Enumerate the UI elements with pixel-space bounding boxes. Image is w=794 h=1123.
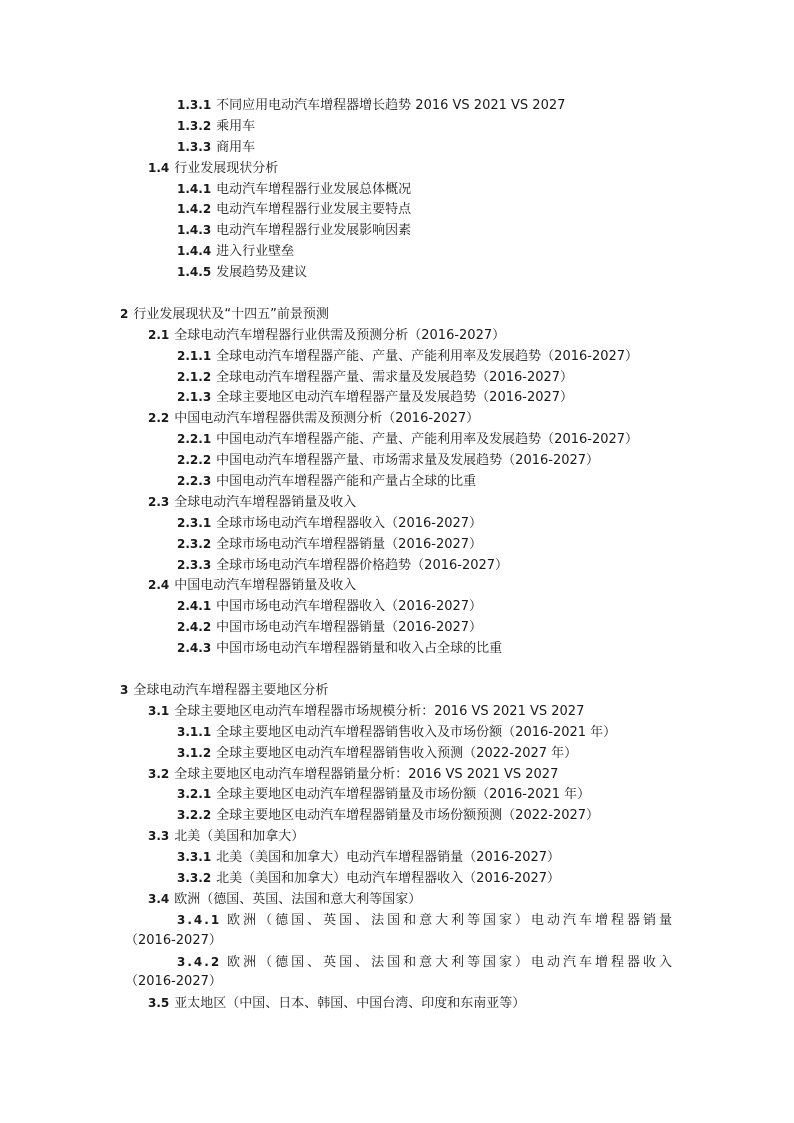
- toc-entry-number: 1.4.1: [177, 181, 212, 196]
- section-gap: [0, 283, 794, 304]
- toc-entry-2-1-1: [0, 346, 794, 367]
- toc-entry-number: 3.4.1: [177, 912, 222, 927]
- toc-entry-number: 3.3: [148, 829, 170, 844]
- toc-entry-number: 1.3.2: [177, 118, 212, 133]
- toc-entry-1-4-4: [0, 241, 794, 262]
- toc-entry-1-4-2: [0, 199, 794, 220]
- toc-entry-number: 1.3.3: [177, 139, 212, 154]
- toc-entry-2-4-2: [0, 617, 794, 638]
- toc-entry-2-4-1: [0, 596, 794, 617]
- toc-entry-title: 中国电动汽车增程器产量、市场需求量及发展趋势（2016-2027）: [216, 453, 600, 469]
- toc-entry-number: 1.4.2: [177, 202, 212, 217]
- toc-entry-title: 中国市场电动汽车增程器销量（2016-2027）: [216, 620, 483, 636]
- toc-entry-number: 3.2.1: [177, 787, 212, 802]
- toc-entry-2-4: [0, 575, 794, 596]
- toc-entry-2-2-1: [0, 429, 794, 450]
- toc-entry-title: 发展趋势及建议: [216, 265, 308, 281]
- toc-entry-number: 1.4.4: [177, 244, 212, 259]
- toc-entry-title: 欧洲（德国、英国、法国和意大利等国家）电动汽车增程器销量: [226, 912, 674, 928]
- toc-entry-number: 2.4.1: [177, 599, 212, 614]
- toc-entry-number: 1.4.3: [177, 223, 212, 238]
- toc-entry-2-2-2: [0, 450, 794, 471]
- toc-entry-number: 1.4.5: [177, 265, 212, 280]
- toc-entry-2-2-3: [0, 471, 794, 492]
- toc-entry-title: 全球市场电动汽车增程器销量（2016-2027）: [216, 536, 483, 552]
- toc-entry-title: 北美（美国和加拿大）电动汽车增程器收入（2016-2027）: [216, 870, 561, 886]
- toc-entry-3-3-1: [0, 847, 794, 868]
- toc-entry-number: 2.2.1: [177, 432, 212, 447]
- toc-entry-title: 电动汽车增程器行业发展总体概况: [216, 181, 412, 197]
- toc-entry-number: 2.1: [148, 327, 170, 342]
- toc-entry-2-3-1: [0, 513, 794, 534]
- toc-entry-number: 3.5: [148, 996, 170, 1011]
- toc-entry-3-4: [0, 889, 794, 910]
- toc-entry-2: [0, 304, 794, 325]
- toc-entry-number: 2.4: [148, 578, 170, 593]
- toc-entry-title: 乘用车: [216, 118, 256, 134]
- toc-entry-number: 3.1: [148, 703, 170, 718]
- toc-entry-title: 全球市场电动汽车增程器收入（2016-2027）: [216, 515, 483, 531]
- toc-entry-3-4-2: [0, 952, 674, 973]
- toc-entry-2-1-3: [0, 387, 794, 408]
- toc-entry-number: 2.3.1: [177, 515, 212, 530]
- toc-entry-number: 3.2: [148, 766, 170, 781]
- toc-entry-2-3: [0, 492, 794, 513]
- toc-entry-number: 3.2.2: [177, 808, 212, 823]
- toc-entry-title: 全球主要地区电动汽车增程器销售收入预测（2022-2027 年）: [216, 745, 578, 761]
- toc-entry-title: 中国市场电动汽车增程器收入（2016-2027）: [216, 599, 483, 615]
- toc-entry-title: 全球主要地区电动汽车增程器销量及市场份额（2016-2021 年）: [216, 787, 591, 803]
- toc-entry-title: 全球电动汽车增程器产能、产量、产能利用率及发展趋势（2016-2027）: [216, 348, 639, 364]
- toc-entry-3-1-1: [0, 722, 794, 743]
- toc-entry-continuation: （2016-2027）: [125, 974, 222, 990]
- toc-entry-3-4-1: [0, 910, 674, 931]
- toc-entry-2-1-2: [0, 367, 794, 388]
- toc-entry-title: 全球主要地区电动汽车增程器销售收入及市场份额（2016-2021 年）: [216, 724, 617, 740]
- toc-entry-title: 全球电动汽车增程器销量及收入: [174, 494, 357, 510]
- toc-entry-3-2-1: [0, 784, 794, 805]
- toc-entry-title: 全球主要地区电动汽车增程器市场规模分析：2016 VS 2021 VS 2027: [174, 703, 585, 719]
- toc-entry-title: 全球电动汽车增程器产量、需求量及发展趋势（2016-2027）: [216, 369, 574, 385]
- toc-entry-3: [0, 680, 794, 701]
- toc-entry-title: 电动汽车增程器行业发展主要特点: [216, 202, 412, 218]
- toc-entry-number: 2: [120, 306, 129, 321]
- toc-entry-number: 2.4.2: [177, 620, 212, 635]
- toc-entry-2-1: [0, 325, 794, 346]
- table-of-contents: [0, 95, 794, 1014]
- toc-entry-1-3-1: [0, 95, 794, 116]
- toc-entry-1-4-5: [0, 262, 794, 283]
- toc-entry-title: 不同应用电动汽车增程器增长趋势 2016 VS 2021 VS 2027: [216, 98, 566, 113]
- toc-entry-number: 2.1.1: [177, 348, 212, 363]
- toc-entry-number: 3.3.2: [177, 870, 212, 885]
- toc-entry-title: 欧洲（德国、英国、法国和意大利等国家）电动汽车增程器收入: [226, 954, 674, 970]
- toc-entry-title: 亚太地区（中国、日本、韩国、中国台湾、印度和东南亚等）: [174, 996, 526, 1012]
- toc-entry-3-3: [0, 826, 794, 847]
- toc-entry-number: 2.2.3: [177, 474, 212, 489]
- toc-entry-title: 行业发展现状分析: [174, 160, 279, 176]
- toc-entry-number: 2.3.3: [177, 557, 212, 572]
- toc-entry-title: 中国电动汽车增程器产能、产量、产能利用率及发展趋势（2016-2027）: [216, 432, 639, 448]
- toc-entry-title: 北美（美国和加拿大）电动汽车增程器销量（2016-2027）: [216, 850, 561, 866]
- toc-entry-title: 全球电动汽车增程器行业供需及预测分析（2016-2027）: [174, 327, 506, 343]
- toc-entry-continuation: （2016-2027）: [125, 932, 222, 948]
- toc-entry-title: 商用车: [216, 139, 256, 155]
- toc-entry-title: 全球主要地区电动汽车增程器产量及发展趋势（2016-2027）: [216, 390, 574, 406]
- toc-entry-title: 欧洲（德国、英国、法国和意大利等国家）: [174, 891, 422, 907]
- toc-entry-number: 3.3.1: [177, 850, 212, 865]
- toc-entry-1-4-1: [0, 179, 794, 200]
- toc-entry-title: 中国电动汽车增程器销量及收入: [174, 578, 357, 594]
- toc-entry-2-4-3: [0, 638, 794, 659]
- toc-entry-title: 行业发展现状及“十四五”前景预测: [133, 306, 329, 322]
- toc-entry-title: 中国市场电动汽车增程器销量和收入占全球的比重: [216, 641, 503, 657]
- toc-entry-2-3-2: [0, 534, 794, 555]
- toc-entry-3-3-2: [0, 868, 794, 889]
- toc-entry-title: 全球主要地区电动汽车增程器销量分析：2016 VS 2021 VS 2027: [174, 766, 559, 782]
- toc-entry-number: 2.2.2: [177, 453, 212, 468]
- toc-entry-number: 2.4.3: [177, 641, 212, 656]
- toc-entry-1-3-3: [0, 137, 794, 158]
- toc-entry-number: 3: [120, 682, 129, 697]
- toc-entry-title: 全球电动汽车增程器主要地区分析: [133, 682, 329, 698]
- toc-entry-title: 中国电动汽车增程器供需及预测分析（2016-2027）: [174, 411, 480, 427]
- toc-entry-number: 2.2: [148, 411, 170, 426]
- toc-entry-number: 2.3: [148, 494, 170, 509]
- toc-entry-2-2: [0, 408, 794, 429]
- toc-entry-3-1: [0, 701, 794, 722]
- toc-entry-1-4-3: [0, 220, 794, 241]
- toc-entry-3-1-2: [0, 743, 794, 764]
- toc-entry-3-2: [0, 764, 794, 785]
- toc-entry-3-5: [0, 993, 794, 1014]
- toc-entry-number: 2.3.2: [177, 536, 212, 551]
- toc-entry-number: 3.1.1: [177, 724, 212, 739]
- toc-entry-2-3-3: [0, 555, 794, 576]
- toc-entry-number: 2.1.3: [177, 390, 212, 405]
- toc-entry-number: 1.3.1: [177, 98, 212, 112]
- toc-entry-number: 2.1.2: [177, 369, 212, 384]
- toc-entry-title: 电动汽车增程器行业发展影响因素: [216, 223, 412, 239]
- toc-entry-number: 3.4.2: [177, 954, 222, 969]
- toc-entry-1-3-2: [0, 116, 794, 137]
- toc-entry-title: 进入行业壁垒: [216, 244, 295, 260]
- toc-entry-title: 中国电动汽车增程器产能和产量占全球的比重: [216, 474, 477, 490]
- toc-entry-title: 北美（美国和加拿大）: [174, 829, 305, 845]
- toc-entry-3-2-2: [0, 805, 794, 826]
- toc-entry-title: 全球市场电动汽车增程器价格趋势（2016-2027）: [216, 557, 509, 573]
- toc-entry-title: 全球主要地区电动汽车增程器销量及市场份额预测（2022-2027）: [216, 808, 600, 824]
- toc-entry-number: 3.4: [148, 891, 170, 906]
- toc-entry-number: 3.1.2: [177, 745, 212, 760]
- toc-entry-1-4: [0, 158, 794, 179]
- section-gap: [0, 659, 794, 680]
- toc-entry-number: 1.4: [148, 160, 170, 175]
